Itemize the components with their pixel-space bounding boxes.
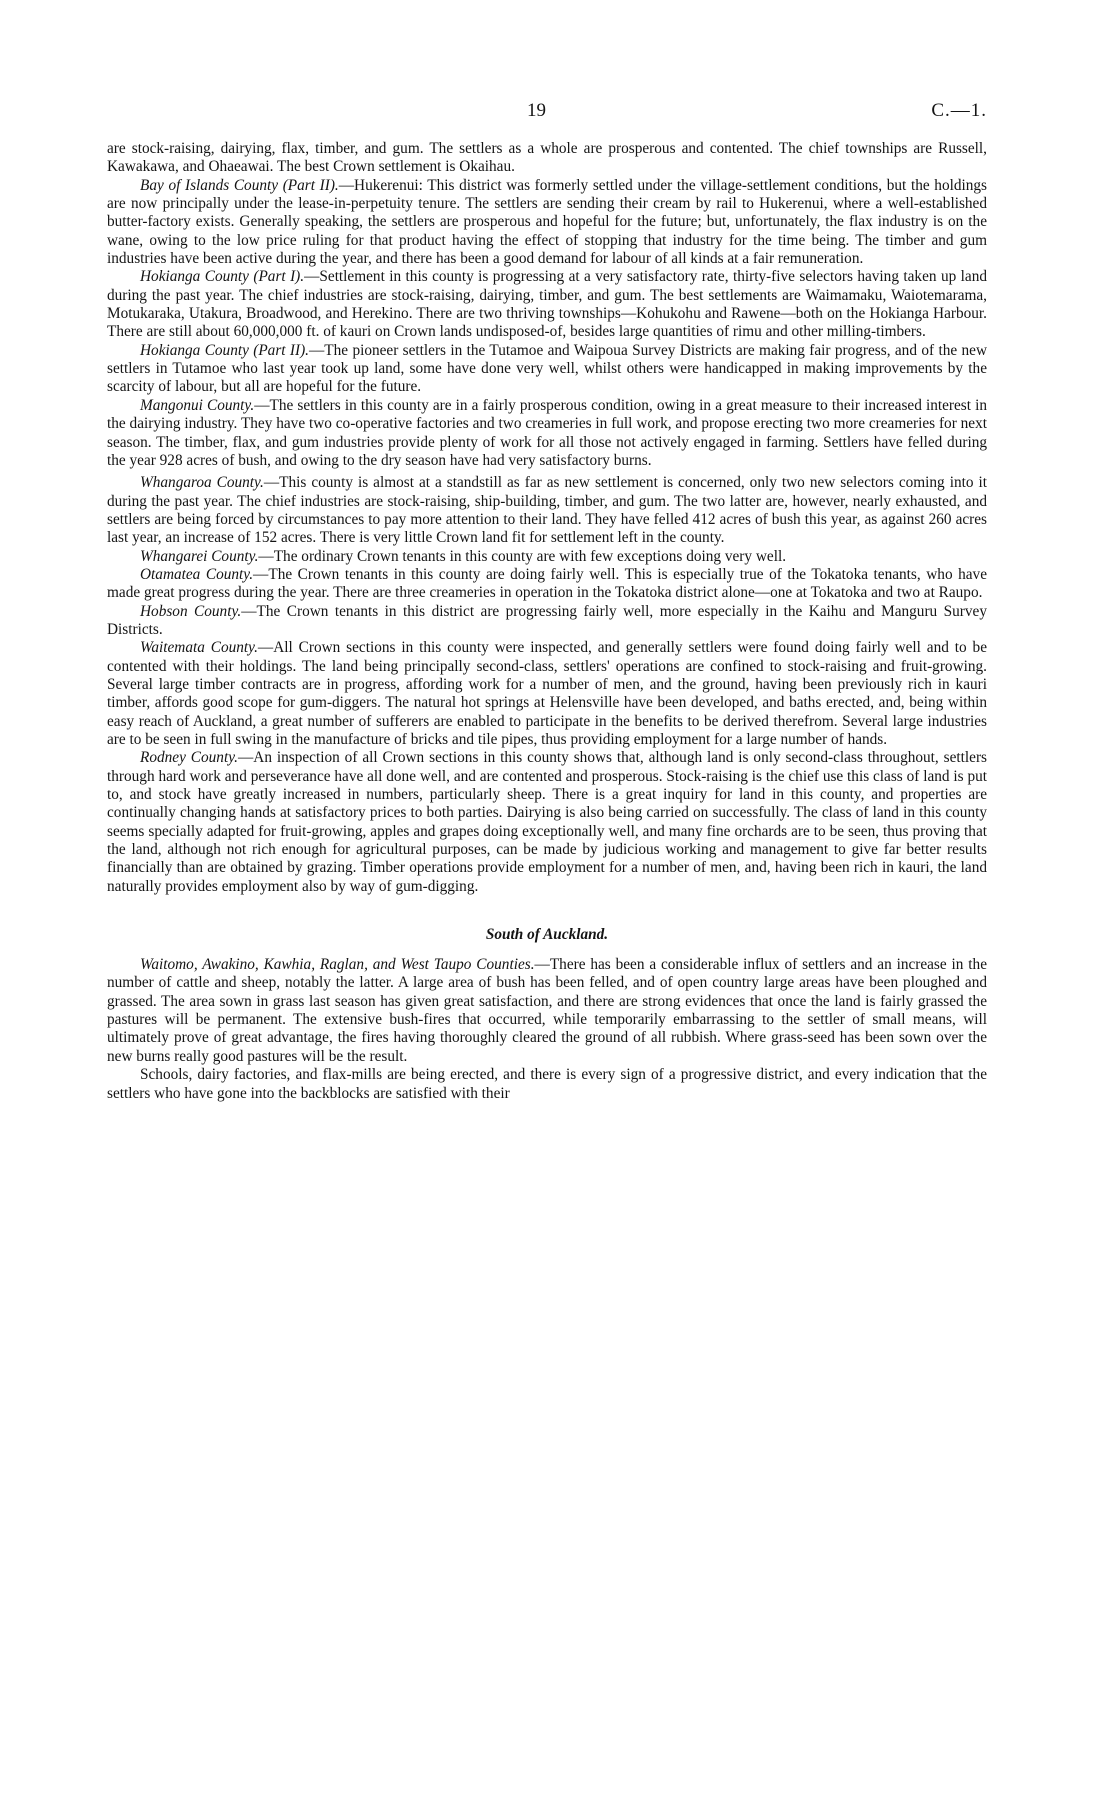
paragraph-heading: Bay of Islands County (Part II). [140, 176, 339, 194]
paragraph-text: —The ordinary Crown tenants in this county are with few exceptions doing very well. [258, 547, 787, 565]
document-page [107, 100, 987, 1103]
paragraph-heading: Hobson County. [140, 602, 242, 620]
paragraph-heading: Whangarei County. [140, 547, 259, 565]
paragraph [107, 342, 987, 397]
paragraph-heading: Hokianga County (Part II). [140, 341, 309, 359]
paragraph-text: —The Crown tenants in this district are progressing fairly well, more especially in the Kaihu and Manguru Survey Districts. [107, 602, 987, 638]
paragraph [107, 1066, 987, 1103]
paragraph-heading: Waitomo, Awakino, Kawhia, Raglan, and West Taupo Counties. [140, 956, 535, 974]
paragraph-text: —The Crown tenants in this county are doing fairly well. This is especially true of the Tokatoka tenants, who have made great progress during the year. There are three creameries in operation in the Tokatoka district alone—one at Tokatoka and two at Raupo. [107, 565, 988, 602]
paragraph-text: —All Crown sections in this county were inspected, and generally settlers were found doing fairly well and to be contented with their holdings. The land being principally second-class, settlers' operations are confined to stock-raising and fruit-growing. Several large timber contracts are in progress, affording work for a number of men, and the ground, having been previously rich in kauri timber, affords good scope for gum-diggers. The natural hot springs at Helensville have been developed, and baths erected, and, being within easy reach of Auckland, a great number of sufferers are enabled to participate in the benefits to be derived therefrom. Several large industries are to be seen in full swing in the manufacture of bricks and tile pipes, thus providing employment for a large number of hands. [107, 639, 987, 748]
document-reference: C.—1. [931, 100, 987, 121]
paragraph-heading: Hokianga County (Part I). [140, 268, 305, 286]
paragraph [107, 749, 987, 896]
paragraph [107, 956, 987, 1066]
paragraph [107, 397, 987, 470]
page-header [107, 100, 987, 140]
paragraph-text: —There has been a considerable influx of settlers and an increase in the number of cattle and sheep, notably the latter. A large area of bush has been felled, and of open country large areas have been ploughed and grassed. The area sown in grass last season has given great satisfaction, and there are strong evidences that once the land is fairly grassed the pastures will be permanent. The extensive bush-fires that occurred, while temporarily embarrassing to the settler of small means, will ultimately prove of great advantage, the fires having thoroughly cleared the ground of all rubbish. Where grass-seed has been sown over the new burns really good pastures will be the result. [107, 956, 987, 1065]
page-number: 19 [527, 100, 546, 121]
paragraph-text: —Hukerenui: This district was formerly settled under the village-settlement conditions, but the holdings are now principally under the lease-in-perpetuity tenure. The settlers are sending their cream by rail to Hukerenui, where a well-established butter-factory exists. Generally speaking, the settlers are prosperous and hopeful for the future; but, unfortunately, the flax industry is on the wane, owing to the low price ruling for that product having the effect of stopping that industry for the time being. The timber and gum industries have been active during the year, and there has been a good demand for labour of all kinds at a fair remuneration. [107, 176, 987, 268]
paragraph [107, 639, 987, 749]
body-text [107, 140, 987, 1103]
paragraph [107, 548, 987, 566]
paragraph-text: Schools, dairy factories, and flax-mills are being erected, and there is every sign of a progressive district, and every indication that the settlers who have gone into the backblocks are satisfied with their [107, 1066, 987, 1102]
paragraph [107, 268, 987, 341]
paragraph-text: —This county is almost at a standstill as far as new settlement is concerned, only two new selectors coming into it during the past year. The chief industries are stock-raising, ship-building, timber, and gum. The two latter are, however, nearly exhausted, and settlers are being forced by circumstances to pay more attention to their land. They have felled 412 acres of bush this year, as against 260 acres last year, an increase of 152 acres. There is very little Crown land fit for settlement left in the county. [107, 474, 987, 547]
paragraph [107, 177, 987, 269]
section-title: South of Auckland. [485, 926, 609, 944]
paragraph-text: —An inspection of all Crown sections in this county shows that, although land is only second-class throughout, settlers through hard work and perseverance have all done well, and are contented and prosperous. Stock-raising is the chief use this class of land is put to, and stock have greatly increased in numbers, particularly sheep. There is a great inquiry for land in this county, and properties are continually changing hands at satisfactory prices to both parties. Dairying is also being carried on successfully. The class of land in this county seems specially adapted for fruit-growing, apples and grapes doing exceptionally well, and many fine orchards are to be seen, thus proving that the land, although not rich enough for agricultural purposes, can be made by judicious working and management to give far better results financially than are obtained by grazing. Timber operations provide employment for a number of men, and, having been rich in kauri, the land naturally provides employment also by way of gum-digging. [107, 749, 987, 895]
paragraph [107, 603, 987, 640]
paragraph-heading: Rodney County. [140, 749, 238, 767]
paragraph [107, 474, 987, 547]
paragraph-heading: Whangaroa County. [140, 474, 264, 492]
paragraph [107, 566, 987, 603]
paragraph: are stock-raising, dairying, flax, timber, and gum. The settlers as a whole are prosperous and contented. The chief townships are Russell, Kawakawa, and Ohaeawai. The best Crown settlement is Okaihau. [107, 140, 987, 176]
paragraph-heading: Otamatea County. [140, 565, 254, 583]
paragraph-text: —The pioneer settlers in the Tutamoe and Waipoua Survey Districts are making fair progress, and of the new settlers in Tutamoe who last year took up land, some have done very well, whilst others were handicapped in making improvements by the scarcity of labour, but all are hopeful for the future. [107, 341, 987, 396]
paragraph-text: —Settlement in this county is progressing at a very satisfactory rate, thirty-five selectors having taken up land during the past year. The chief industries are stock-raising, dairying, timber, and gum. The best settlements are Waimamaku, Waiotemarama, Motukaraka, Utakura, Broadwood, and Herekino. There are two thriving townships—Kohukohu and Rawene—both on the Hokianga Harbour. There are still about 60,000,000 ft. of kauri on Crown lands undisposed-of, besides large quantities of rimu and other milling-timbers. [107, 268, 987, 341]
paragraph-heading: Mangonui County. [140, 396, 255, 414]
paragraph-text: —The settlers in this county are in a fairly prosperous condition, owing in a great measure to their increased interest in the dairying industry. They have two co-operative factories and two creameries in full work, and propose erecting two more creameries for next season. The timber, flax, and gum industries provide plenty of work for all those not actively engaged in farming. Settlers have felled during the year 928 acres of bush, and owing to the dry season have had very satisfactory burns. [107, 396, 988, 469]
paragraph-heading: Waitemata County. [140, 639, 258, 657]
